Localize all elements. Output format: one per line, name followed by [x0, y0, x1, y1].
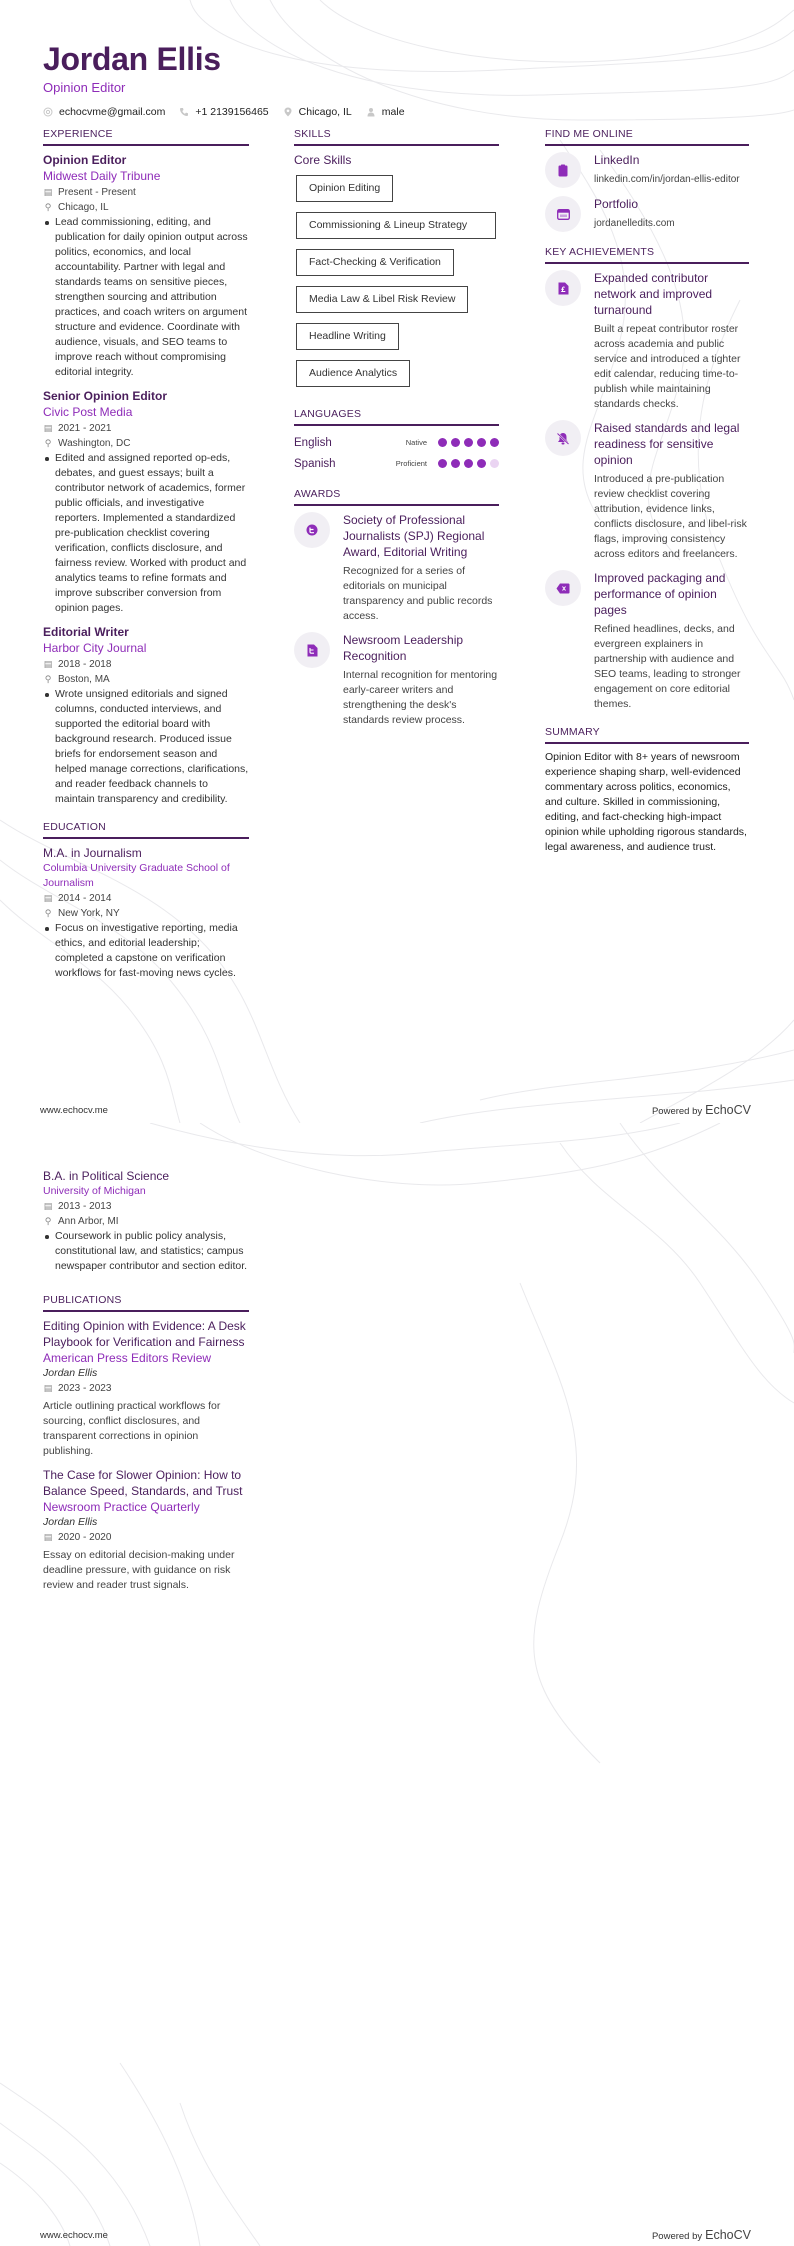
skills-section	[294, 128, 499, 394]
rating-dot-filled	[490, 438, 499, 447]
calendar-icon: ▤	[43, 187, 53, 197]
publications-section	[43, 1294, 249, 1593]
brand-logo[interactable]: EchoCV	[705, 2228, 751, 2242]
job-title: Senior Opinion Editor	[43, 389, 167, 403]
resume-header	[43, 40, 419, 118]
location-icon: ⚲	[44, 1216, 52, 1226]
award-title: Society of Professional Journalists (SPJ) Regional Award, Editorial Writing	[343, 513, 485, 559]
contact-bar	[43, 106, 419, 118]
awards-section	[294, 488, 499, 728]
online-link-item[interactable]	[545, 196, 749, 232]
file-pound-icon	[545, 270, 581, 306]
edu-dates: ▤ 2013 - 2013	[43, 1201, 112, 1212]
publication-entry	[43, 1318, 249, 1459]
right-column	[545, 128, 749, 869]
job-company: Harbor City Journal	[43, 641, 147, 655]
skill-tag: Headline Writing	[296, 323, 399, 350]
edu-degree: M.A. in Journalism	[43, 846, 142, 860]
publication-description: Article outlining practical workflows for sourcing, conflict disclosures, and transparent corrections in opinion publishing.	[43, 1400, 221, 1457]
edu-description: Coursework in public policy analysis, constitutional law, and statistics; campus newspaper contributor and section editor.	[43, 1229, 249, 1274]
job-description: Edited and assigned reported op-eds, debates, and guest essays; built a contributor network of academics, former public officials, and investigative reporters. Implemented a standardized pre-publication checklist covering verification, conflicts disclosure, and fairness review. Worked with product and analytics teams to refine formats and improve subscriber conversion from opinion pages.	[43, 451, 249, 616]
job-description: Lead commissioning, editing, and publication for daily opinion output across politics, economics, and local accountability. Partner with legal and standards teams on sensitive pieces, strengthen sourcing and attribution practices, and coach writers on argument structure and evidence. Coordinate with audience, visuals, and SEO teams to improve reach without compromising editorial integrity.	[43, 215, 249, 380]
job-dates: ▤ 2018 - 2018	[43, 659, 112, 670]
footer-website-link[interactable]: www.echocv.me	[40, 2229, 108, 2241]
skills-heading: SKILLS	[294, 128, 499, 146]
job-company: Midwest Daily Tribune	[43, 169, 161, 183]
at-icon	[43, 107, 53, 117]
online-link-item[interactable]	[545, 152, 749, 188]
skill-tag: Commissioning & Lineup Strategy	[296, 212, 496, 239]
language-row	[294, 453, 499, 474]
rating-dot-filled	[438, 459, 447, 468]
publication-title: The Case for Slower Opinion: How to Balance Speed, Standards, and Trust	[43, 1468, 243, 1498]
education-entry	[43, 845, 249, 981]
person-icon	[366, 107, 376, 117]
resume-page-2	[0, 1123, 794, 2246]
rating-dot-filled	[464, 438, 473, 447]
publication-author: Jordan Ellis	[43, 1367, 98, 1379]
education-section	[43, 821, 249, 981]
experience-entry	[43, 624, 249, 807]
phone-icon	[179, 107, 189, 117]
location-icon: ⚲	[44, 908, 52, 918]
edu-location: ⚲ Ann Arbor, MI	[44, 1216, 119, 1227]
rating-dot-filled	[451, 459, 460, 468]
publication-dates: ▤ 2023 - 2023	[43, 1383, 112, 1394]
contact-gender-value: male	[381, 106, 405, 118]
online-section	[545, 128, 749, 232]
award-description: Recognized for a series of editorials on municipal transparency and public records access.	[343, 565, 493, 622]
skill-tag: Media Law & Libel Risk Review	[296, 286, 468, 313]
rating-dot-filled	[477, 459, 486, 468]
achievement-description: Refined headlines, decks, and evergreen explainers in partnership with audience and SEO teams, leading to stronger engagement on core editorial themes.	[594, 623, 741, 710]
edu-school: University of Michigan	[43, 1185, 146, 1197]
rating-dot-filled	[477, 438, 486, 447]
languages-section	[294, 408, 499, 474]
calendar-icon: ▤	[43, 893, 53, 903]
contact-location-value: Chicago, IL	[298, 106, 352, 118]
achievement-description: Introduced a pre-publication review checklist covering attribution, evidence links, conflicts disclosure, and libel-risk flags, improving consistency across editors and freelancers.	[594, 473, 747, 560]
experience-heading: EXPERIENCE	[43, 128, 249, 146]
job-location: ⚲ Chicago, IL	[44, 202, 109, 213]
calendar-icon: ▤	[43, 1201, 53, 1211]
location-icon	[283, 107, 293, 117]
experience-section	[43, 128, 249, 807]
education-section-continued	[43, 1168, 249, 1274]
rating-dot-filled	[451, 438, 460, 447]
achievement-title: Expanded contributor network and improved turnaround	[594, 271, 713, 317]
powered-by: Powered by EchoCV	[651, 2228, 751, 2242]
middle-column	[294, 128, 499, 742]
online-link-label: Portfolio	[594, 197, 639, 211]
summary-heading: SUMMARY	[545, 726, 749, 744]
publication-author: Jordan Ellis	[43, 1516, 98, 1528]
job-dates: ▤ Present - Present	[43, 187, 136, 198]
skill-tag: Opinion Editing	[296, 175, 393, 202]
experience-entry	[43, 388, 249, 616]
achievement-item	[545, 420, 749, 562]
contact-gender	[366, 106, 405, 118]
language-name: English	[294, 436, 332, 449]
publication-outlet: American Press Editors Review	[43, 1351, 212, 1365]
backspace-icon	[545, 570, 581, 606]
calendar-icon: ▤	[43, 1383, 53, 1393]
document-icon	[294, 632, 330, 668]
job-dates: ▤ 2021 - 2021	[43, 423, 112, 434]
location-icon: ⚲	[44, 202, 52, 212]
online-link-label: LinkedIn	[594, 153, 640, 167]
language-level: Proficient	[395, 459, 427, 468]
achievements-section	[545, 246, 749, 712]
publication-description: Essay on editorial decision-making under deadline pressure, with guidance on risk review and reader trust signals.	[43, 1549, 235, 1591]
footer-website-link[interactable]: www.echocv.me	[40, 1104, 108, 1116]
calendar-icon: ▤	[43, 659, 53, 669]
award-description: Internal recognition for mentoring early-career writers and strengthening the desk's standards review process.	[343, 669, 498, 726]
skills-subheading: Core Skills	[294, 153, 352, 167]
edu-school: Columbia University Graduate School of Journalism	[43, 862, 230, 889]
summary-section	[545, 726, 749, 855]
skill-tag: Fact-Checking & Verification	[296, 249, 454, 276]
language-name: Spanish	[294, 457, 336, 470]
online-heading: FIND ME ONLINE	[545, 128, 749, 146]
contact-email-value: echocvme@gmail.com	[59, 106, 166, 118]
edu-dates: ▤ 2014 - 2014	[43, 893, 112, 904]
contact-email[interactable]	[43, 106, 165, 118]
publication-outlet: Newsroom Practice Quarterly	[43, 1500, 200, 1514]
language-row	[294, 432, 499, 453]
candidate-title: Opinion Editor	[43, 80, 126, 95]
summary-text: Opinion Editor with 8+ years of newsroom experience shaping sharp, well-evidenced commentary across politics, economics, and culture. Skilled in commissioning, editing, and fact-checking high-impact opinion while upholding rigorous standards, legal awareness, and audience trust.	[545, 751, 747, 853]
online-link-url[interactable]: jordanelledits.com	[594, 218, 675, 229]
skill-tag: Audience Analytics	[296, 360, 410, 387]
awards-heading: AWARDS	[294, 488, 499, 506]
publication-title: Editing Opinion with Evidence: A Desk Playbook for Verification and Fairness	[43, 1319, 246, 1349]
education-heading: EDUCATION	[43, 821, 249, 839]
publication-entry	[43, 1467, 249, 1593]
candidate-name: Jordan Ellis	[43, 41, 221, 77]
publication-dates: ▤ 2020 - 2020	[43, 1532, 112, 1543]
award-item	[294, 512, 499, 624]
contact-phone[interactable]	[179, 106, 268, 118]
achievement-item	[545, 570, 749, 712]
location-icon: ⚲	[44, 438, 52, 448]
rating-dot-empty	[490, 459, 499, 468]
languages-heading: LANGUAGES	[294, 408, 499, 426]
achievement-item	[545, 270, 749, 412]
job-company: Civic Post Media	[43, 405, 133, 419]
job-title: Editorial Writer	[43, 625, 129, 639]
left-column-continued	[43, 1168, 249, 1607]
online-link-url[interactable]: linkedin.com/in/jordan-ellis-editor	[594, 174, 740, 185]
skill-tag-list	[294, 172, 499, 394]
calendar-icon: ▤	[43, 1532, 53, 1542]
achievements-heading: KEY ACHIEVEMENTS	[545, 246, 749, 264]
experience-entry	[43, 152, 249, 380]
award-item	[294, 632, 499, 728]
achievement-title: Raised standards and legal readiness for sensitive opinion	[594, 421, 740, 467]
rating-dot-filled	[438, 438, 447, 447]
edu-location: ⚲ New York, NY	[44, 908, 120, 919]
page-footer	[40, 2228, 751, 2242]
calendar-icon	[545, 196, 581, 232]
achievement-description: Built a repeat contributor roster across academia and public service and introduced a tighter edit calendar, reducing time-to-publish while maintaining standards checks.	[594, 323, 741, 410]
bell-slash-icon	[545, 420, 581, 456]
job-location: ⚲ Boston, MA	[44, 674, 110, 685]
left-column	[43, 128, 249, 995]
powered-by: Powered by EchoCV	[651, 1103, 751, 1117]
contact-location	[283, 106, 352, 118]
edu-description: Focus on investigative reporting, media ethics, and editorial leadership; completed a capstone on verification workflows for fast-moving news cycles.	[43, 921, 249, 981]
calendar-icon: ▤	[43, 423, 53, 433]
achievement-title: Improved packaging and performance of opinion pages	[594, 571, 726, 617]
clipboard-icon	[545, 152, 581, 188]
award-title: Newsroom Leadership Recognition	[343, 633, 464, 663]
contact-phone-value: +1 2139156465	[195, 106, 269, 118]
publications-heading: PUBLICATIONS	[43, 1294, 249, 1312]
location-icon: ⚲	[44, 674, 52, 684]
job-description: Wrote unsigned editorials and signed columns, conducted interviews, and supported the editorial board with background research. Produced issue briefs for endorsement season and helped manage corrections, clarifications, and reader feedback channels to maintain transparency and credibility.	[43, 687, 249, 807]
brand-logo[interactable]: EchoCV	[705, 1103, 751, 1117]
job-location: ⚲ Washington, DC	[44, 438, 131, 449]
page-footer	[40, 1103, 751, 1117]
edu-degree: B.A. in Political Science	[43, 1169, 170, 1183]
education-entry	[43, 1168, 249, 1274]
language-level: Native	[405, 438, 427, 447]
rating-dot-filled	[464, 459, 473, 468]
job-title: Opinion Editor	[43, 153, 127, 167]
badge-icon	[294, 512, 330, 548]
